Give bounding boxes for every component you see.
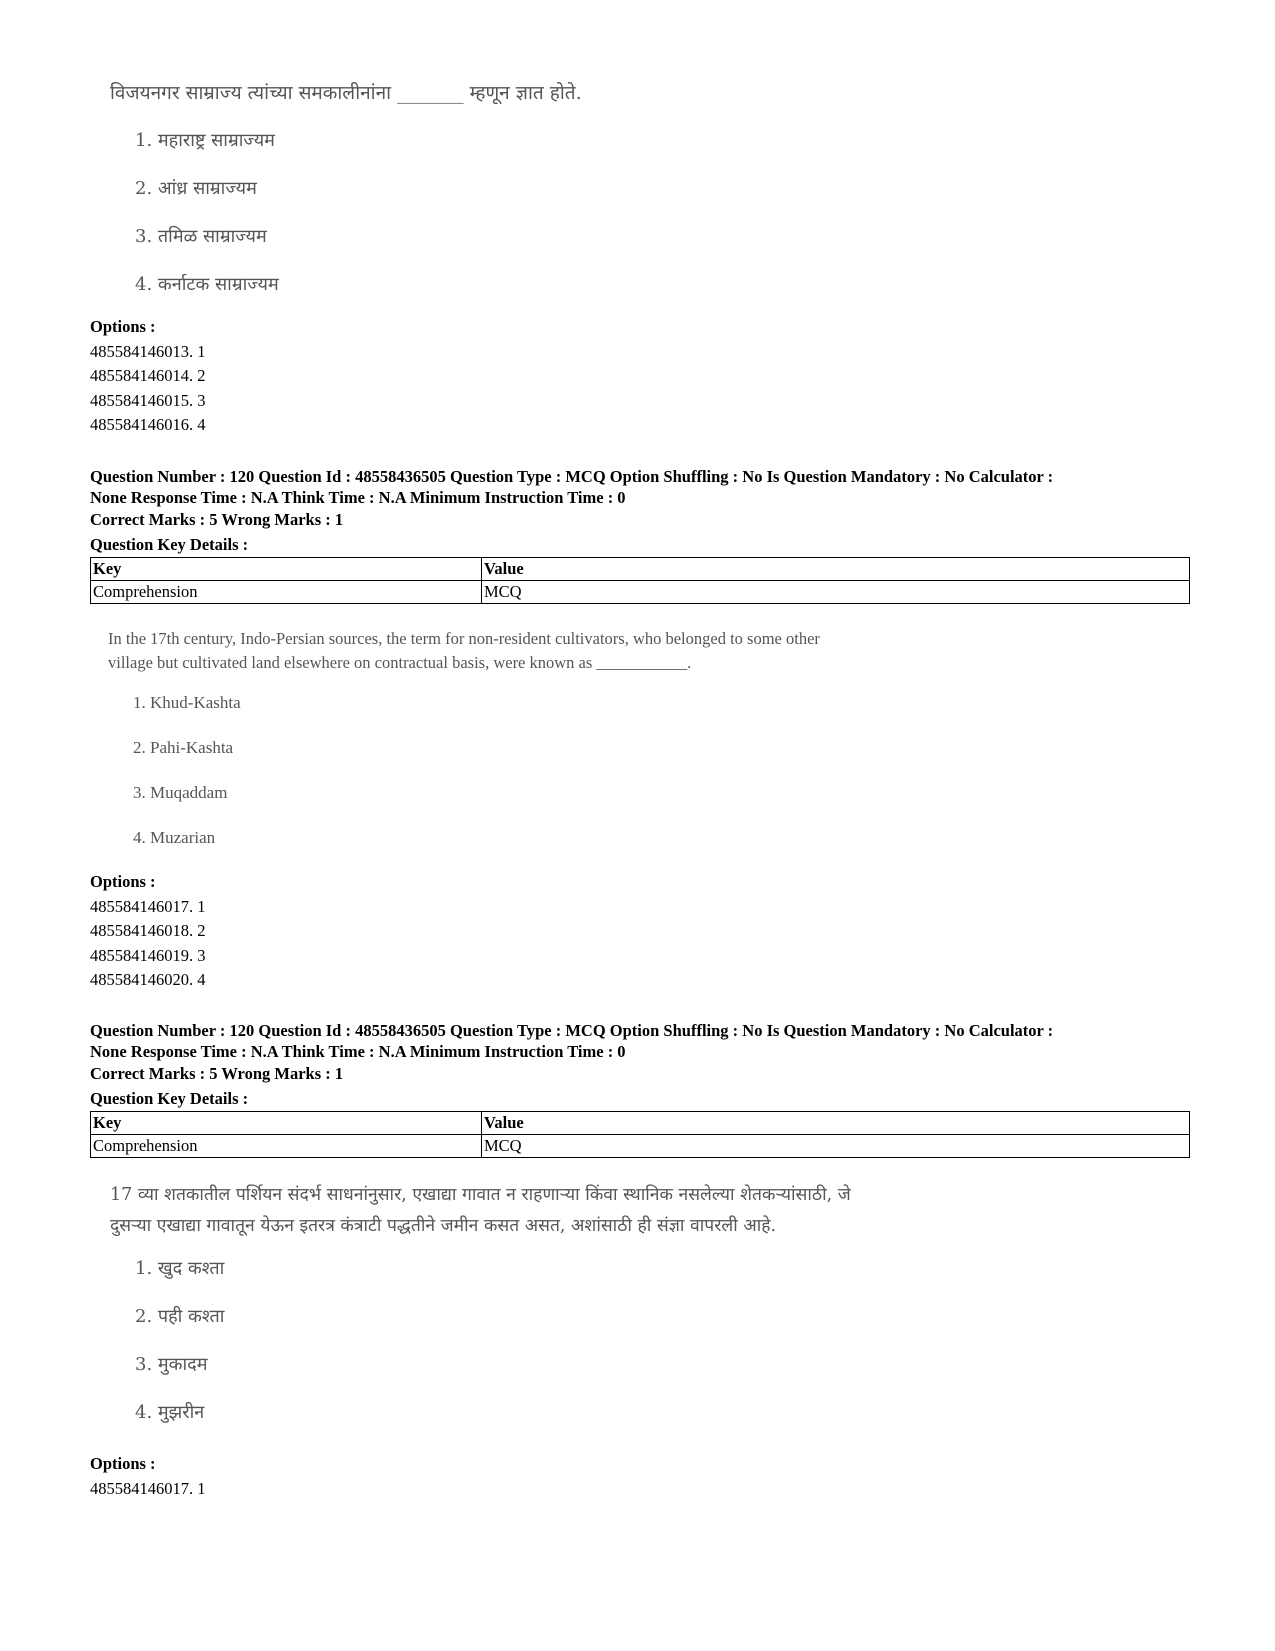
table-row [91,581,1190,604]
option-id: 485584146015. 3 [90,390,206,410]
option-id: 485584146017. 1 [90,1478,206,1498]
question-option: 4. Muzarian [133,828,216,847]
question-option: 3. तमिळ साम्राज्यम [135,226,267,247]
table-cell: MCQ [482,1135,1190,1158]
key-details-table [90,1111,1190,1158]
question-meta-line: None Response Time : N.A Think Time : N.A Minimum Instruction Time : 0 [90,488,626,507]
options-label: Options : [90,1454,156,1473]
question-stem: विजयनगर साम्राज्य त्यांच्या समकालीनांना _______ म्हणून ज्ञात होते. [110,82,582,104]
option-id: 485584146018. 2 [90,921,206,940]
question-option: 2. Pahi-Kashta [133,738,234,757]
options-block-q1 [90,315,1190,438]
question-option: 2. आंध्र साम्राज्यम [135,178,257,199]
table-cell: MCQ [482,581,1190,604]
table-header-cell: Value [482,558,1190,581]
table-cell: Comprehension [91,1135,482,1158]
question-stem: दुसऱ्या एखाद्या गावातून येऊन इतरत्र कंत्राटी पद्धतीने जमीन कसत असत, अशांसाठी ही संज्ञा वापरली आहे. [110,1216,777,1236]
table-header-cell: Value [482,1112,1190,1135]
question-image-q1 [110,78,1010,295]
option-id: 485584146019. 3 [90,945,206,965]
question-image-q2 [108,627,1108,847]
options-block-q2 [90,870,1190,993]
key-details-table [90,557,1190,604]
option-id: 485584146020. 4 [90,970,206,989]
marks-line: Correct Marks : 5 Wrong Marks : 1 [90,510,344,529]
option-id: 485584146016. 4 [90,415,206,434]
question-option: 4. मुझरीन [135,1402,205,1423]
option-id: 485584146014. 2 [90,366,206,385]
question-option: 4. कर्नाटक साम्राज्यम [135,274,279,295]
question-option: 3. मुकादम [135,1354,208,1375]
table-header-cell: Key [91,1112,482,1135]
table-header-row [91,1112,1190,1135]
question-image-q3 [110,1180,1110,1423]
question-meta-line: Question Number : 120 Question Id : 48558436505 Question Type : MCQ Option Shuffling : No Is Question Mandatory : No Calculator : [90,467,1054,486]
options-label: Options : [90,872,156,891]
table-header-cell: Key [91,558,482,581]
question-option: 2. पही कश्ता [135,1306,225,1327]
key-details-label: Question Key Details : [90,1088,249,1108]
table-row [91,1135,1190,1158]
question-stem: 17 व्या शतकातील पर्शियन संदर्भ साधनांनुसार, एखाद्या गावात न राहणाऱ्या किंवा स्थानिक नसलेल्या शेतकऱ्यांसाठी, जे [110,1185,851,1205]
question-meta-line: Question Number : 120 Question Id : 48558436505 Question Type : MCQ Option Shuffling : No Is Question Mandatory : No Calculator : [90,1021,1054,1040]
question-option: 1. खुद कश्ता [135,1258,225,1279]
question-option: 3. Muqaddam [133,783,228,802]
question-header-q2 [90,466,1190,604]
marks-line: Correct Marks : 5 Wrong Marks : 1 [90,1064,344,1083]
question-option: 1. महाराष्ट्र साम्राज्यम [135,130,275,151]
question-header-q3 [90,1020,1190,1158]
options-block-q3 [90,1452,1190,1501]
question-stem: In the 17th century, Indo-Persian sources, the term for non-resident cultivators, who belonged to some other [108,629,820,648]
key-details-label: Question Key Details : [90,534,249,554]
option-id: 485584146013. 1 [90,341,206,361]
question-stem: village but cultivated land elsewhere on contractual basis, were known as ___________. [108,653,692,672]
table-header-row [91,558,1190,581]
option-id: 485584146017. 1 [90,896,206,916]
table-cell: Comprehension [91,581,482,604]
question-meta-line: None Response Time : N.A Think Time : N.A Minimum Instruction Time : 0 [90,1042,626,1061]
question-option: 1. Khud-Kashta [133,693,241,712]
options-label: Options : [90,317,156,336]
